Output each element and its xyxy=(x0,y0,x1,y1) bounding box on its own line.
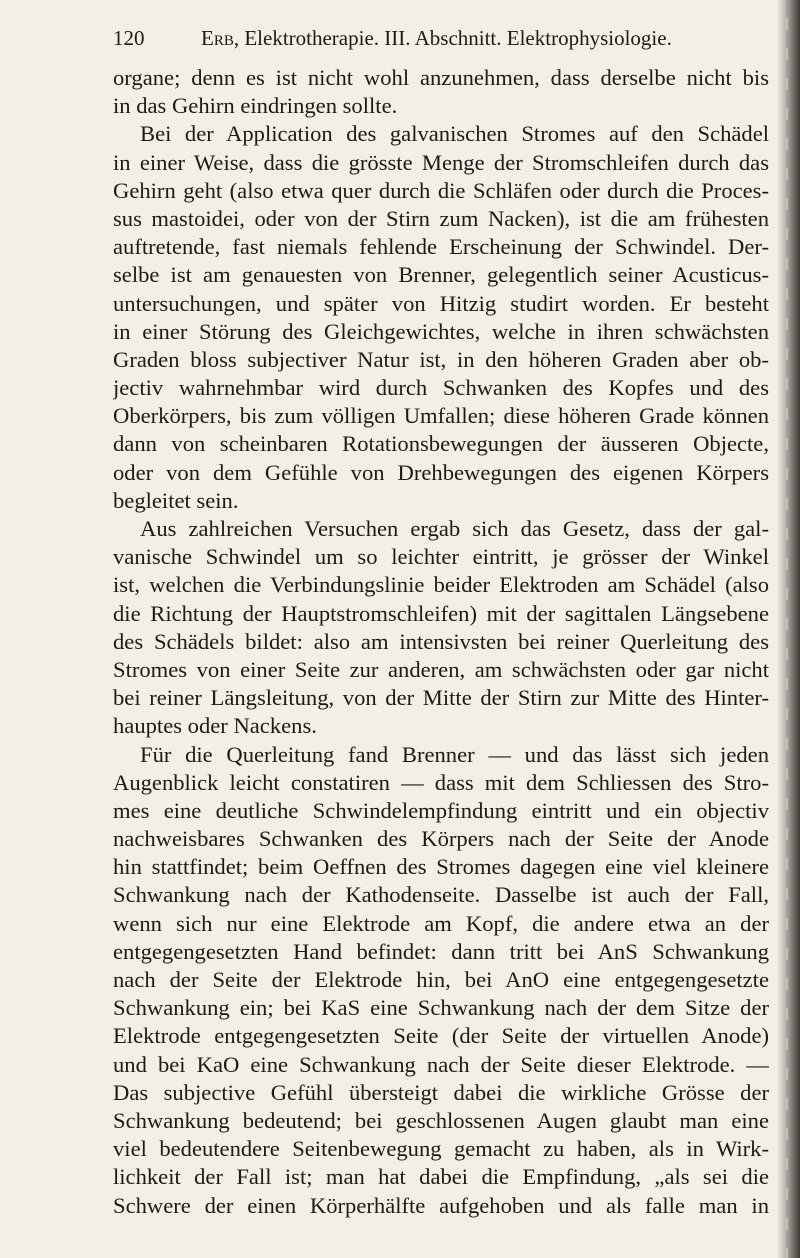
text-line: Augenblick leicht constatiren — dass mit dem Schliessen des Stro- xyxy=(113,769,769,795)
text-line: viel bedeutendere Seitenbewegung gemacht zu haben, als in Wirk- xyxy=(113,1136,769,1162)
text-line: in einer Störung des Gleichgewichtes, welche in ihren schwächsten xyxy=(113,318,769,344)
text-line: die Richtung der Hauptstromschleifen) mit der sagittalen Längsebene xyxy=(113,600,769,626)
text-line: hauptes oder Nackens. xyxy=(113,713,317,739)
text-line: in das Gehirn eindringen sollte. xyxy=(113,93,398,119)
header-author: Erb, xyxy=(201,26,240,50)
text-line: nachweisbares Schwanken des Körpers nach der Seite der Anode xyxy=(113,826,769,852)
text-line: des Schädels bildet: also am intensivsten bei reiner Querleitung des xyxy=(113,628,769,654)
text-line: untersuchungen, und später von Hitzig studirt worden. Er besteht xyxy=(113,290,769,316)
text-line: entgegengesetzten Hand befindet: dann tritt bei AnS Schwankung xyxy=(113,938,769,964)
header-title: Elektrotherapie. III. Abschnitt. Elektrophysiologie. xyxy=(244,26,672,50)
text-line: mes eine deutliche Schwindelempfindung eintritt und ein objectiv xyxy=(113,797,769,823)
text-line: Schwere der einen Körperhälfte aufgehoben und als falle man in xyxy=(113,1192,769,1218)
text-line: Stromes von einer Seite zur anderen, am schwächsten oder gar nicht xyxy=(113,656,769,682)
text-line: Aus zahlreichen Versuchen ergab sich das Gesetz, dass der gal- xyxy=(140,516,769,541)
running-header xyxy=(113,26,763,50)
text-line: bei reiner Längsleitung, von der Mitte der Stirn zur Mitte des Hinter- xyxy=(113,685,769,711)
text-line: nach der Seite der Elektrode hin, bei AnO eine entgegengesetzte xyxy=(113,967,769,992)
text-line: Schwankung nach der Kathodenseite. Dasselbe ist auch der Fall, xyxy=(113,882,769,908)
text-line: sus mastoidei, oder von der Stirn zum Nacken), ist die am frühesten xyxy=(113,205,769,231)
text-line: Graden bloss subjectiver Natur ist, in den höheren Graden aber ob- xyxy=(113,346,769,372)
text-line: Schwankung bedeutend; bei geschlossenen Augen glaubt man eine xyxy=(113,1107,769,1133)
text-line: Elektrode entgegengesetzten Seite (der Seite der virtuellen Anode) xyxy=(113,1023,769,1049)
text-line: ist, welchen die Verbindungslinie beider Elektroden am Schädel (also xyxy=(113,572,769,598)
text-line: jectiv wahrnehmbar wird durch Schwanken des Kopfes und des xyxy=(113,375,769,401)
text-line: oder von dem Gefühle von Drehbewegungen des eigenen Körpers xyxy=(113,459,769,485)
text-line: hin stattfindet; beim Oeffnen des Stromes dagegen eine viel kleinere xyxy=(113,854,769,880)
text-line: begleitet sein. xyxy=(113,487,239,513)
text-line: Das subjective Gefühl übersteigt dabei die wirkliche Grösse der xyxy=(113,1079,769,1105)
text-line: auftretende, fast niemals fehlende Erscheinung der Schwindel. Der- xyxy=(113,234,769,260)
text-line: lichkeit der Fall ist; man hat dabei die Empfindung, „als sei die xyxy=(113,1164,769,1190)
text-line: in einer Weise, dass die grösste Menge der Stromschleifen durch das xyxy=(113,149,769,175)
text-line: Für die Querleitung fand Brenner — und das lässt sich jeden xyxy=(140,741,769,767)
text-line: Schwankung ein; bei KaS eine Schwankung nach der dem Sitze der xyxy=(113,995,769,1021)
text-line: wenn sich nur eine Elektrode am Kopf, die andere etwa an der xyxy=(113,910,769,936)
body-text xyxy=(113,64,769,1220)
text-line: organe; denn es ist nicht wohl anzunehmen, dass derselbe nicht bis xyxy=(113,65,769,90)
text-line: Gehirn geht (also etwa quer durch die Schläfen oder durch die Proces- xyxy=(113,177,769,203)
text-line: Bei der Application des galvanischen Stromes auf den Schädel xyxy=(140,121,769,147)
text-line: Oberkörpers, bis zum völligen Umfallen; diese höheren Grade können xyxy=(113,403,769,429)
text-line: vanische Schwindel um so leichter eintritt, je grösser der Winkel xyxy=(113,544,769,570)
text-line: dann von scheinbaren Rotationsbewegungen der äusseren Objecte, xyxy=(113,431,769,457)
page-edge-shadow xyxy=(778,0,800,1258)
text-line: selbe ist am genauesten von Brenner, gelegentlich seiner Acusticus- xyxy=(113,262,769,288)
page-number: 120 xyxy=(113,26,145,50)
text-line: und bei KaO eine Schwankung nach der Seite dieser Elektrode. — xyxy=(113,1051,769,1077)
